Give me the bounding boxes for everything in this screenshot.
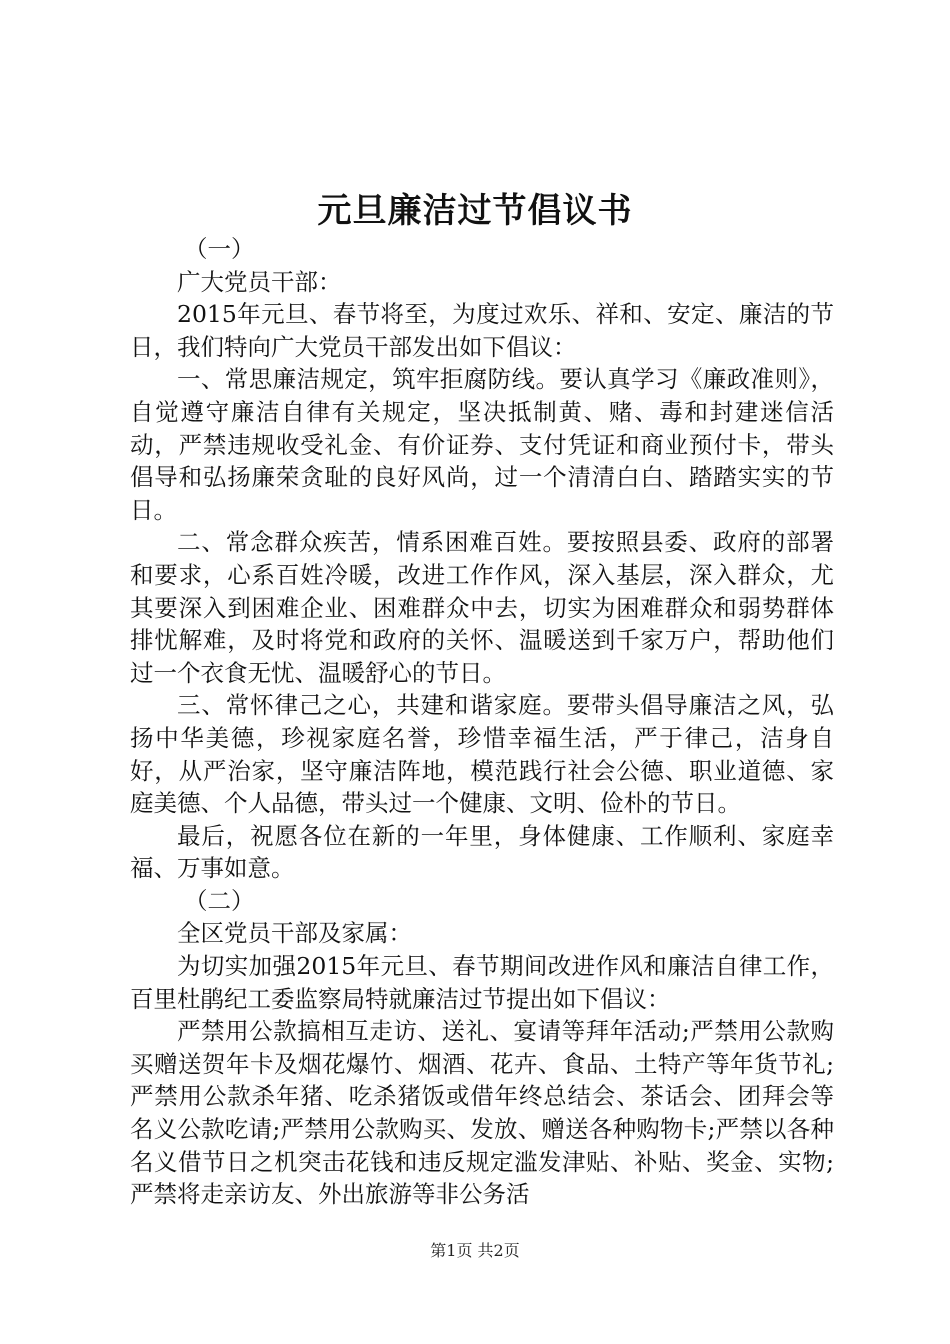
paragraph-item-2: 二、常念群众疾苦，情系困难百姓。要按照县委、政府的部署和要求，心系百姓冷暖，改进工作作风，深入基层，深入群众，尤其要深入到困难企业、困难群众中去，切实为困难群众和弱势群体排忧解难，及时将党和政府的关怀、温暖送到千家万户，帮助他们过一个衣食无忧、温暖舒心的节日。	[130, 528, 834, 687]
document-body	[130, 233, 834, 1211]
paragraph-item-1: 一、常思廉洁规定，筑牢拒腐防线。要认真学习《廉政准则》，自觉遵守廉洁自律有关规定，坚决抵制黄、赌、毒和封建迷信活动，严禁违规收受礼金、有价证券、支付凭证和商业预付卡，带头倡导和弘扬廉荣贪耻的良好风尚，过一个清清白白、踏踏实实的节日。	[130, 365, 834, 524]
paragraph-rules: 严禁用公款搞相互走访、送礼、宴请等拜年活动;严禁用公款购买赠送贺年卡及烟花爆竹、烟酒、花卉、食品、土特产等年货节礼;严禁用公款杀年猪、吃杀猪饭或借年终总结会、茶话会、团拜会等名义公款吃请;严禁用公款购买、发放、赠送各种购物卡;严禁以各种名义借节日之机突击花钱和违反规定滥发津贴、补贴、奖金、实物;严禁将走亲访友、外出旅游等非公务活	[130, 1017, 834, 1209]
salutation-1: 广大党员干部：	[177, 267, 342, 296]
paragraph-intro-1: 2015年元旦、春节将至，为度过欢乐、祥和、安定、廉洁的节日，我们特向广大党员干部发出如下倡议：	[130, 300, 834, 361]
page-footer: 第1页 共2页	[430, 1241, 520, 1260]
salutation-2: 全区党员干部及家属：	[177, 919, 412, 948]
document-title: 元旦廉洁过节倡议书	[317, 191, 633, 231]
paragraph-closing-1: 最后，祝愿各位在新的一年里，身体健康、工作顺利、家庭幸福、万事如意。	[130, 821, 834, 883]
paragraph-item-3: 三、常怀律己之心，共建和谐家庭。要带头倡导廉洁之风，弘扬中华美德，珍视家庭名誉，珍惜幸福生活，严于律己，洁身自好，从严治家，坚守廉洁阵地，模范践行社会公德、职业道德、家庭美德、个人品德，带头过一个健康、文明、俭朴的节日。	[130, 691, 834, 818]
section-heading-1: （一）	[184, 235, 255, 263]
section-heading-2: （二）	[184, 886, 255, 915]
paragraph-intro-2: 为切实加强2015年元旦、春节期间改进作风和廉洁自律工作，百里杜鹃纪工委监察局特就廉洁过节提出如下倡议：	[130, 952, 834, 1013]
